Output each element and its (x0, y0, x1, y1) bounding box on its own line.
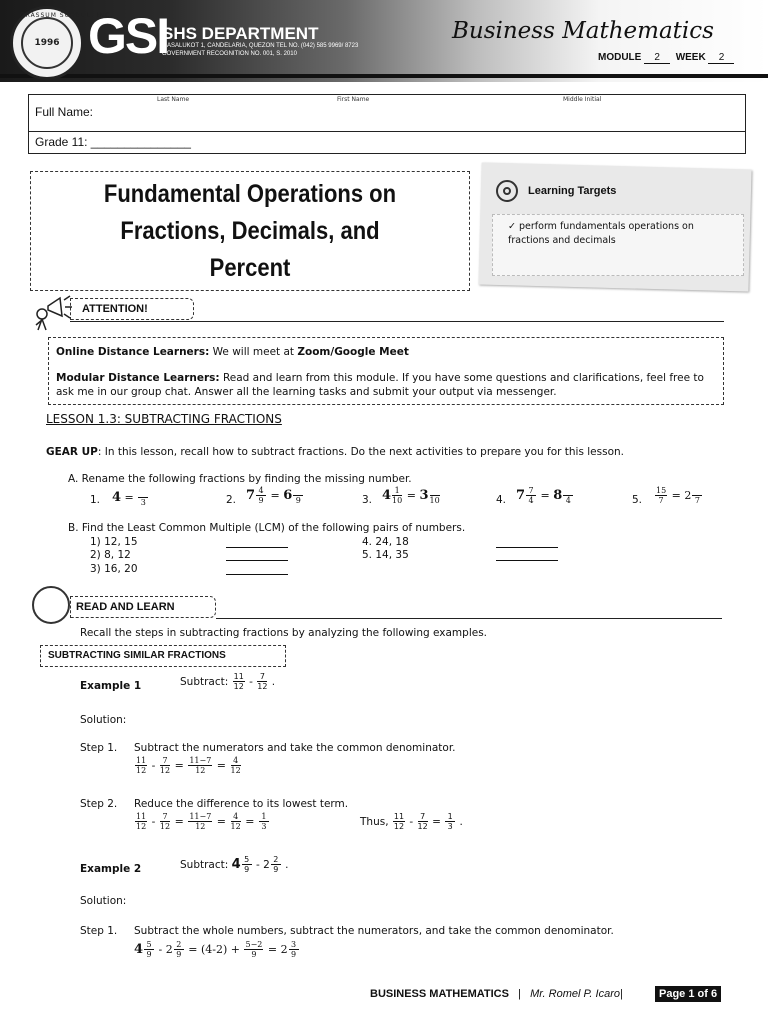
footer-subject: BUSINESS MATHEMATICS (370, 988, 509, 1000)
step-2-equation: $\frac{11}{12}$ - $\frac{7}{12}$ = $\frac{11-7}{12}$ = $\frac{4}{12}$ = $\frac{1}{3}$ (134, 812, 270, 831)
title-line-1: Fundamental Operations on (103, 180, 397, 208)
solution-label: Solution: (80, 895, 127, 907)
modular-text: Read and learn from this module. If you have some questions and clarifications, feel free to ask me in our group chat. Answer all the learning tasks and submit your output via messenger. (56, 372, 704, 398)
week-value: 2 (708, 52, 734, 64)
seal-text: GRASSUM SCHOOL, INC. (20, 12, 114, 19)
seal-emblem-icon (21, 17, 73, 69)
lesson-main-title (57, 176, 442, 287)
megaphone-icon (30, 292, 74, 332)
step-1-equation: $\frac{11}{12}$ - $\frac{7}{12}$ = $\frac{11-7}{12}$ = $\frac{4}{12}$ (136, 756, 241, 775)
learning-target-item (508, 220, 734, 248)
learning-target-text: perform fundamentals operations on fractions and decimals (508, 221, 694, 246)
lcm-item: 3) 16, 20 (90, 563, 138, 575)
modular-learners-note (56, 371, 720, 399)
fraction-expression: $\frac{15}{7}$ = 2 7 (654, 486, 703, 505)
middle-initial-hint: Middle Initial (563, 96, 602, 103)
lcm-item: 5. 14, 35 (362, 549, 409, 561)
example-2-label: Example 2 (80, 863, 142, 875)
fraction-expression: 7 $\frac{7}{4}$ = 8 4 (516, 486, 574, 505)
page-number-badge: Page 1 of 6 (655, 986, 721, 1002)
seal-year: 1996 (34, 38, 60, 48)
gear-up-instructions (46, 445, 736, 459)
step-1-text: Subtract the numerators and take the common denominator. (134, 742, 456, 754)
step-1-label: Step 1. (80, 925, 118, 937)
globe-icon (32, 586, 70, 624)
example-2-equation: 4 $\frac{5}{9}$ - 2 $\frac{2}{9}$ = (4-2) + $\frac{5-2}{9}$ = 2 $\frac{3}{9}$ (134, 940, 300, 959)
attention-rule (194, 321, 724, 322)
checkmark-icon: ✓ (508, 221, 516, 232)
learning-targets-heading: Learning Targets (528, 185, 617, 197)
online-learners-note (56, 345, 409, 359)
target-icon (496, 180, 518, 202)
example-1-problem: Subtract: $\frac{11}{12}$ - $\frac{7}{12}$ . (180, 672, 276, 691)
online-text: We will meet at (209, 346, 298, 358)
grade-field[interactable]: Grade 11: _______________ (35, 135, 191, 149)
page-footer (370, 988, 623, 1000)
activity-a-instructions: A. Rename the following fractions by finding the missing number. (68, 473, 412, 485)
lesson-heading: LESSON 1.3: SUBTRACTING FRACTIONS (46, 412, 282, 426)
lcm-item: 2) 8, 12 (90, 549, 131, 561)
fraction-expression: 4 $\frac{1}{10}$ = 3 10 (382, 486, 440, 505)
full-name-field[interactable]: Full Name: (35, 105, 94, 119)
item-number: 1. (90, 494, 101, 506)
subtract-label: Subtract: (180, 858, 229, 871)
activity-b-instructions: B. Find the Least Common Multiple (LCM) of the following pairs of numbers. (68, 522, 466, 534)
read-learn-label: READ AND LEARN (76, 601, 175, 613)
online-label: Online Distance Learners: (56, 346, 210, 358)
full-name-row (29, 95, 745, 132)
week-label: WEEK (675, 52, 706, 63)
title-line-2: Fractions, Decimals, and (120, 217, 380, 245)
answer-blank[interactable] (496, 560, 558, 561)
item-number: 2. (226, 494, 237, 506)
gear-up-text: : In this lesson, recall how to subtract fractions. Do the next activities to prepare you for this lesson. (97, 446, 624, 458)
student-info-box (28, 94, 746, 154)
attention-label: ATTENTION! (82, 303, 148, 315)
online-platform: Zoom/Google Meet (297, 346, 409, 358)
footer-separator: | (620, 988, 623, 1000)
gsi-logo: GSI (88, 8, 169, 64)
header-rule (0, 74, 768, 78)
first-name-hint: First Name (337, 96, 370, 103)
last-name-hint: Last Name (157, 96, 190, 103)
module-value: 2 (644, 52, 670, 64)
step-1-text: Subtract the whole numbers, subtract the numerators, and take the common denominator. (134, 925, 614, 937)
lcm-item: 4. 24, 18 (362, 536, 409, 548)
solution-label: Solution: (80, 714, 127, 726)
lesson-title-box (30, 171, 470, 291)
step-1-label: Step 1. (80, 742, 118, 754)
item-number: 3. (362, 494, 373, 506)
modular-label: Modular Distance Learners: (56, 372, 220, 384)
step-2-label: Step 2. (80, 798, 118, 810)
thus-equation: Thus, $\frac{11}{12}$ - $\frac{7}{12}$ = $\frac{1}{3}$ . (360, 812, 463, 831)
module-week (598, 52, 734, 64)
fraction-expression: 4 = 3 (112, 488, 149, 507)
lcm-item: 1) 12, 15 (90, 536, 138, 548)
read-learn-rule (216, 618, 722, 619)
subject-title: Business Mathematics (452, 18, 714, 44)
address-line-1: MASALUKOT 1, CANDELARIA, QUEZON TEL NO. (042) 585 9969/ 8723 (162, 43, 359, 49)
recall-instructions: Recall the steps in subtracting fractions by analyzing the following examples. (80, 627, 487, 639)
footer-separator: | (518, 988, 521, 1000)
answer-blank[interactable] (496, 547, 558, 548)
example-1-label: Example 1 (80, 680, 142, 692)
thus-label: Thus, (360, 815, 389, 828)
section-label: SUBTRACTING SIMILAR FRACTIONS (48, 650, 226, 661)
footer-teacher: Mr. Romel P. Icaro (530, 988, 620, 1000)
module-label: MODULE (598, 52, 642, 63)
fraction-expression: 7 $\frac{4}{9}$ = 6 9 (246, 486, 304, 505)
step-2-text: Reduce the difference to its lowest term. (134, 798, 349, 810)
title-line-3: Percent (209, 254, 291, 282)
gear-up-label: GEAR UP (46, 446, 98, 458)
answer-blank[interactable] (226, 547, 288, 548)
department-title: SHS DEPARTMENT (162, 24, 319, 43)
subtract-label: Subtract: (180, 675, 229, 688)
item-number: 5. (632, 494, 643, 506)
answer-blank[interactable] (226, 574, 288, 575)
answer-blank[interactable] (226, 560, 288, 561)
address-line-2: GOVERNMENT RECOGNITION NO. 001, S. 2010 (162, 51, 297, 57)
example-2-problem: Subtract: 4 $\frac{5}{9}$ - 2 $\frac{2}{9}$ . (180, 855, 289, 874)
item-number: 4. (496, 494, 507, 506)
